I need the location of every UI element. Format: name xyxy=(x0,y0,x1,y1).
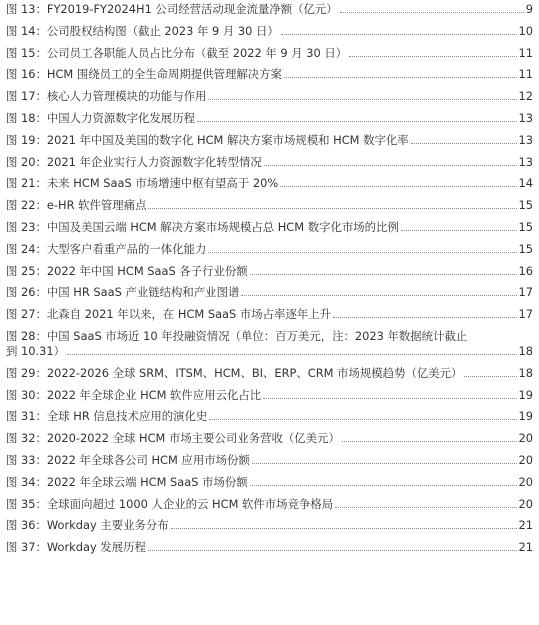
toc-entry-label: 图 36：Workday 主要业务分布 xyxy=(6,518,169,533)
toc-entry-label: 图 16：HCM 围绕员工的全生命周期提供管理解决方案 xyxy=(6,67,282,82)
toc-entry-label-continued: 到 10.31） xyxy=(6,343,66,358)
dot-leader xyxy=(335,507,516,508)
dot-leader xyxy=(148,208,516,209)
toc-entry-label: 图 25：2022 年中国 HCM SaaS 各子行业份额 xyxy=(6,263,248,278)
toc-entry-label: 图 31：全球 HR 信息技术应用的演化史 xyxy=(6,409,208,424)
dot-leader xyxy=(241,295,516,296)
dot-leader xyxy=(340,12,524,13)
toc-entry[interactable] xyxy=(6,497,533,512)
toc-entry-label: 图 33：2022 年全球各公司 HCM 应用市场份额 xyxy=(6,452,250,467)
toc-entry-label: 图 20：2021 年企业实行人力资源数字化转型情况 xyxy=(6,154,262,169)
toc-entry[interactable] xyxy=(6,518,533,533)
toc-entry-page-number: 19 xyxy=(518,387,533,402)
toc-entry[interactable] xyxy=(6,453,533,468)
toc-entry-label: 图 14：公司股权结构图（截止 2023 年 9 月 30 日） xyxy=(6,23,279,38)
toc-entry-page-number: 10 xyxy=(518,23,533,38)
toc-entry-label: 图 15：公司员工各职能人员占比分布（截至 2022 年 9 月 30 日） xyxy=(6,45,348,60)
toc-entry-label: 图 18：中国人力资源数字化发展历程 xyxy=(6,110,195,125)
toc-entry[interactable] xyxy=(6,388,533,403)
dot-leader xyxy=(252,463,517,464)
toc-entry-page-number: 17 xyxy=(518,285,533,300)
dot-leader xyxy=(197,121,517,122)
toc-entry-page-number: 19 xyxy=(518,409,533,424)
dot-leader xyxy=(208,99,516,100)
toc-entry-page-number: 12 xyxy=(518,89,533,104)
toc-entry-page-number: 9 xyxy=(525,2,533,16)
toc-entry[interactable] xyxy=(6,24,533,39)
toc-entry-page-number: 13 xyxy=(518,154,533,169)
toc-entry-page-number: 18 xyxy=(518,343,533,358)
toc-entry[interactable] xyxy=(6,198,533,213)
dot-leader xyxy=(208,252,516,253)
toc-entry-label: 图 13：FY2019-FY2024H1 公司经营活动现金流量净额（亿元） xyxy=(6,2,338,16)
toc-entry[interactable] xyxy=(6,366,533,381)
toc-entry[interactable] xyxy=(6,475,533,490)
dot-leader xyxy=(263,398,516,399)
toc-entry-page-number: 20 xyxy=(518,474,533,489)
toc-entry[interactable] xyxy=(6,2,533,17)
dot-leader xyxy=(284,77,517,78)
toc-entry-page-number: 17 xyxy=(518,307,533,322)
toc-entry[interactable] xyxy=(6,133,533,148)
toc-entry-label: 图 27：北森自 2021 年以来，在 HCM SaaS 市场占率逐年上升 xyxy=(6,307,332,322)
toc-entry-page-number: 20 xyxy=(518,431,533,446)
toc-entry[interactable] xyxy=(6,155,533,170)
toc-entry[interactable] xyxy=(6,264,533,279)
toc-entry-page-number: 14 xyxy=(518,176,533,191)
toc-entry-page-number: 11 xyxy=(518,67,533,82)
dot-leader xyxy=(349,56,516,57)
dot-leader xyxy=(401,230,517,231)
toc-entry-label: 图 21：未来 HCM SaaS 市场增速中枢有望高于 20% xyxy=(6,176,279,191)
toc-entry-label: 图 34：2022 年全球云端 HCM SaaS 市场份额 xyxy=(6,474,248,489)
toc-entry-page-number: 13 xyxy=(518,110,533,125)
toc-entry-page-number: 18 xyxy=(518,365,533,380)
toc-entry-page-number: 16 xyxy=(518,263,533,278)
toc-entry-page-number: 15 xyxy=(518,241,533,256)
dot-leader xyxy=(250,274,517,275)
dot-leader xyxy=(250,485,517,486)
toc-entry-page-number: 21 xyxy=(518,518,533,533)
toc-entry[interactable] xyxy=(6,111,533,126)
toc-entry-label: 图 24：大型客户看重产品的一体化能力 xyxy=(6,241,207,256)
toc-entry-label: 图 37：Workday 发展历程 xyxy=(6,540,146,555)
dot-leader xyxy=(342,441,517,442)
dot-leader xyxy=(171,528,517,529)
dot-leader xyxy=(67,354,516,355)
dot-leader xyxy=(281,34,517,35)
toc-entry[interactable] xyxy=(6,89,533,104)
dot-leader xyxy=(264,165,517,166)
toc-entry-label: 图 29：2022-2026 全球 SRM、ITSM、HCM、BI、ERP、CRM 市场规模趋势（亿美元） xyxy=(6,365,463,380)
toc-entry-page-number: 15 xyxy=(518,198,533,213)
toc-entry[interactable] xyxy=(6,220,533,235)
toc-entry-label: 图 32：2020-2022 全球 HCM 市场主要公司业务营收（亿美元） xyxy=(6,431,340,446)
toc-entry-label: 图 26：中国 HR SaaS 产业链结构和产业图谱 xyxy=(6,285,240,300)
toc-entry-label: 图 35：全球面向超过 1000 人企业的云 HCM 软件市场竞争格局 xyxy=(6,496,334,511)
dot-leader xyxy=(148,550,517,551)
toc-entry-label: 图 28：中国 SaaS 市场近 10 年投融资情况（单位：百万美元，注：2023 年数据统计截止 xyxy=(6,328,468,343)
toc-entry[interactable] xyxy=(6,409,533,424)
toc-entry-label: 图 23：中国及美国云端 HCM 解决方案市场规模占总 HCM 数字化市场的比例 xyxy=(6,219,399,234)
toc-entry[interactable] xyxy=(6,329,533,359)
dot-leader xyxy=(333,317,516,318)
toc-entry[interactable] xyxy=(6,176,533,191)
toc-entry[interactable] xyxy=(6,67,533,82)
toc-entry-label: 图 17：核心人力管理模块的功能与作用 xyxy=(6,89,207,104)
dot-leader xyxy=(280,186,516,187)
dot-leader xyxy=(411,143,517,144)
toc-entry-page-number: 20 xyxy=(518,496,533,511)
dot-leader xyxy=(209,419,516,420)
toc-entry-page-number: 20 xyxy=(518,452,533,467)
toc-entry[interactable] xyxy=(6,431,533,446)
toc-entry-label: 图 19：2021 年中国及美国的数字化 HCM 解决方案市场规模和 HCM 数字化率 xyxy=(6,132,409,147)
toc-entry[interactable] xyxy=(6,242,533,257)
toc-entry-page-number: 13 xyxy=(518,132,533,147)
toc-entry[interactable] xyxy=(6,540,533,555)
toc-entry[interactable] xyxy=(6,307,533,322)
toc-entry-label: 图 22：e-HR 软件管理痛点 xyxy=(6,198,147,213)
toc-entry-page-number: 21 xyxy=(518,540,533,555)
toc-entry[interactable] xyxy=(6,46,533,61)
toc-entry-label: 图 30：2022 年全球企业 HCM 软件应用云化占比 xyxy=(6,387,262,402)
dot-leader xyxy=(464,376,516,377)
toc-entry-page-number: 15 xyxy=(518,219,533,234)
toc-entry[interactable] xyxy=(6,285,533,300)
toc-entry-page-number: 11 xyxy=(518,45,533,60)
